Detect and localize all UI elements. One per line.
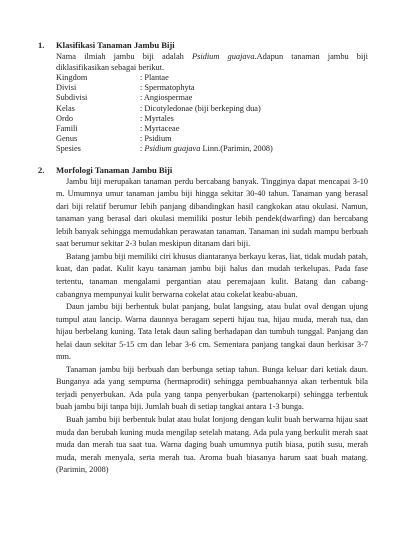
paragraph: Jambu biji merupakan tanaman perdu bercabang banyak. Tingginya dapat mencapai 3-10 m. Umumnya umur tanaman jambu biji hingga sekitar 30-40 tahun. Tanaman yang berasal dari biji relatif berumur lebih panjang dibandingkan hasil cangkokan atau okulasi. Namun, tanaman yang berasal dari okulasi memiliki postur lebih pendek(dwarfing) dan bercabang lebih banyak sehingga memudahkan perawatan tanaman. Tanaman ini sudah mampu berbuah saat berumur sekitar 2-3 bulan meskipun ditanam dari biji. [56, 176, 368, 249]
section-title: Morfologi Tanaman Jambu Biji [56, 164, 173, 175]
classification-row [56, 104, 273, 114]
section-number: 2. [38, 164, 45, 175]
taxon-value: : Myrtales [140, 113, 174, 123]
taxon-rank: Divisi [56, 83, 77, 93]
taxon-rank: Kingdom [56, 73, 88, 82]
classification-row [56, 83, 273, 93]
section-body [56, 176, 368, 477]
taxon-value: : Psidium guajava Linn.(Parimin, 2008) [140, 144, 273, 154]
taxon-rank: Famili [56, 124, 78, 134]
section-title: Klasifikasi Tanaman Jambu Biji [56, 40, 175, 50]
classification-row [56, 144, 273, 154]
classification-row [56, 134, 273, 144]
section-heading [38, 40, 368, 51]
intro-paragraph: Nama ilmiah jambu biji adalah Psidium guajava.Adapun tanaman jambu biji diklasifikasikan sebagai berikut. [56, 52, 368, 72]
section-morfologi [38, 165, 368, 477]
taxon-rank: Ordo [56, 113, 74, 123]
classification-row [56, 124, 273, 134]
section-body [56, 51, 368, 155]
taxon-value: : Dicotyledonae (biji berkeping dua) [140, 103, 261, 113]
taxon-value: : Angiospermae [140, 93, 193, 103]
taxon-rank: Subdivisi [56, 93, 88, 103]
paragraph: Daun jambu biji berbentuk bulat panjang, bulat langsing, atau bulat oval dengan ujung tumpul atau lancip. Warna daunnya beragam seperti hijau tua, hijau muda, merah tua, dan hijau berbelang kuning. Tata letak daun saling berhadapan dan tumbuh tunggal. Panjang dan helai daun sekitar 5-15 cm dan lebar 3-6 cm. Sementara panjang tangkai daun berkisar 3-7 mm. [56, 302, 368, 362]
taxon-rank: Kelas [56, 103, 75, 113]
paragraph: Batang jambu biji memiliki ciri khusus diantaranya berkayu keras, liat, tidak mudah patah, kuat, dan padat. Kulit kayu tanaman jambu biji halus dan mudah terkelupas. Pada fase tertentu, tanaman mengalami pergantian atau peremajaan kulit. Batang dan cabang-cabangnya mempunyai kulit berwarna cokelat atau cokelat keabu-abuan. [56, 251, 368, 299]
taxon-value: : Plantae [140, 73, 169, 82]
classification-row [56, 114, 273, 124]
section-heading [38, 165, 368, 176]
taxon-value: : Spermatophyta [140, 83, 195, 93]
classification-table [56, 73, 273, 155]
taxon-value: : Psidium [140, 134, 172, 144]
paragraph: Tanaman jambu biji berbuah dan berbunga setiap tahun. Bunga keluar dari ketiak daun. Bunganya ada yang sempurna (hermaprodit) sehingga pembuahannya akan terbentuk bila terjadi penyerbukan. Ada pula yang tanpa penyerbukan (partenokarpi) sehingga terbentuk buah jambu biji tanpa biji. Jumlah buah di setiap tangkai antara 1-3 bunga. [56, 364, 368, 412]
section-klasifikasi [38, 40, 368, 155]
paragraph: Buah jambu biji berbentuk bulat atau bulat lonjong dengan kulit buah berwarna hijau saat muda dan berubah kuning muda mengilap setelah matang. Ada pula yang berkulit merah saat muda dan merah tua saat tua. Warna daging buah umumnya putih biasa, putih susu, merah muda, merah menyala, serta merah tua. Aroma buah biasanya harum saat buah matang. (Parimin, 2008) [56, 415, 368, 475]
classification-row [56, 73, 273, 83]
section-number: 1. [38, 40, 45, 50]
taxon-rank: Spesies [56, 144, 81, 154]
taxon-rank: Genus [56, 134, 78, 144]
classification-row [56, 93, 273, 103]
taxon-value: : Myrtaceae [140, 124, 180, 134]
